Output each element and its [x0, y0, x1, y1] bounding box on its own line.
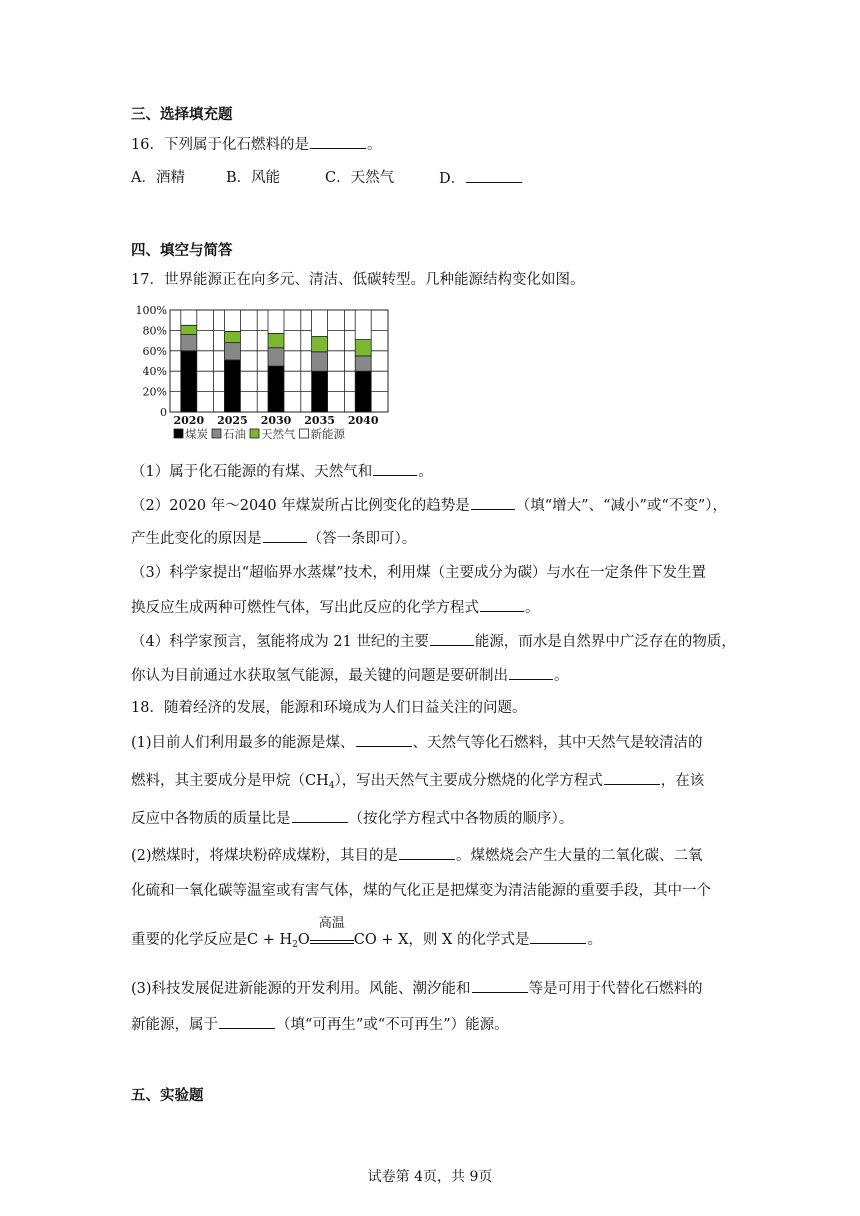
option-b: B．风能 — [226, 170, 281, 186]
bar-segment — [355, 340, 371, 356]
question-16-stem: 16．下列属于化石燃料的是 。 — [131, 134, 381, 155]
x-tick-label: 2030 — [260, 414, 292, 427]
x-tick-label: 2020 — [173, 414, 205, 427]
chart-x-ticks — [173, 414, 378, 427]
equation-right: CO + X — [353, 932, 409, 948]
bar-segment — [181, 351, 197, 412]
q18-part-2-reaction: 重要的化学反应是$C + H_2O$ 高温 CO + X，则 X 的化学式是 。 — [131, 916, 602, 950]
chart-legend — [174, 427, 345, 441]
bar-segment — [268, 310, 284, 333]
x-tick-label: 2035 — [304, 414, 335, 427]
bar-segment — [312, 337, 328, 352]
y-tick-label: 80% — [142, 324, 167, 338]
x-tick-label: 2040 — [347, 414, 379, 427]
bar-segment — [355, 356, 371, 371]
chart-y-ticks — [136, 304, 167, 419]
q17-part-2: （2）2020 年～2040 年煤炭所占比例变化的趋势是 （填“增大”、“减小”或“不变”）， — [131, 495, 727, 516]
y-tick-label: 100% — [135, 304, 167, 317]
bar-segment — [355, 371, 371, 412]
q17-part-3: （3）科学家提出“超临界水蒸煤”技术，利用煤（主要成分为碳）与水在一定条件下发生置 — [131, 565, 707, 581]
legend-label: 新能源 — [310, 427, 345, 441]
bar-segment — [268, 366, 284, 412]
q18-part-3-cont: 新能源，属于 （填“可再生”或“不可再生”）能源。 — [131, 1014, 509, 1035]
bar-segment — [268, 333, 284, 347]
q17-part-4-cont: 你认为目前通过水获取氢气能源，最关键的问题是要研制出 。 — [131, 665, 569, 686]
question-18-stem: 18．随着经济的发展，能源和环境成为人们日益关注的问题。 — [131, 700, 527, 716]
energy-structure-chart — [128, 302, 398, 444]
bar-segment — [312, 310, 328, 337]
q18-part-1-cont: 燃料，其主要成分是甲烷$(CH_4)$，写出天然气主要成分燃烧的化学方程式 ，在该 — [131, 770, 704, 796]
legend-swatch — [212, 429, 221, 438]
q18-part-3: (3)科技发展促进新能源的开发利用。风能、潮汐能和 等是可用于代替化石燃料的 — [131, 978, 703, 999]
bar-segment — [224, 360, 240, 412]
legend-label: 煤炭 — [185, 427, 208, 441]
legend-label: 天然气 — [261, 427, 296, 441]
y-tick-label: 60% — [142, 344, 167, 358]
q18-part-1-end: 反应中各物质的质量比是 （按化学方程式中各物质的顺序）。 — [131, 808, 573, 829]
legend-swatch — [250, 429, 259, 438]
q17-part-3-cont: 换反应生成两种可燃性气体，写出此反应的化学方程式 。 — [131, 597, 540, 618]
section-5-title: 五、实验题 — [131, 1087, 204, 1104]
q18-part-2-cont: 化硫和一氧化碳等温室或有害气体，煤的气化正是把煤变为清洁能源的重要手段，其中一个 — [131, 883, 711, 899]
bar-segment — [268, 348, 284, 366]
section-3-title: 三、选择填充题 — [131, 106, 233, 123]
y-tick-label: 40% — [142, 365, 167, 379]
bar-segment — [181, 325, 197, 334]
q18-part-2: (2)燃煤时，将煤块粉碎成煤粉，其目的是 。煤燃烧会产生大量的二氧化碳、二氧 — [131, 845, 703, 866]
bar-segment — [181, 334, 197, 350]
q17-part-4: （4）科学家预言，氢能将成为 21 世纪的主要 能源，而水是自然界中广泛存在的物质， — [131, 631, 736, 652]
question-17-stem: 17．世界能源正在向多元、清洁、低碳转型。几种能源结构变化如图。 — [131, 272, 585, 288]
page-footer: 试卷第 4页，共 9页 — [367, 1169, 493, 1185]
bar-segment — [224, 310, 240, 331]
bar-segment — [224, 331, 240, 342]
bar-segment — [224, 343, 240, 360]
legend-swatch — [174, 429, 183, 438]
option-a: A．酒精 — [131, 170, 185, 186]
section-4-title: 四、填空与简答 — [131, 242, 233, 259]
y-tick-label: 20% — [142, 385, 167, 399]
reaction-condition: 高温 — [310, 932, 354, 944]
bar-segment — [181, 310, 197, 325]
q17-part-1: （1）属于化石能源的有煤、天然气和 。 — [131, 461, 433, 482]
bar-segment — [312, 352, 328, 371]
bar-segment — [355, 310, 371, 340]
legend-swatch — [300, 429, 309, 438]
q17-part-2-cont: 产生此变化的原因是 （答一条即可）。 — [131, 528, 416, 549]
option-c: C．天然气 — [325, 170, 395, 186]
y-tick-label: 0 — [160, 406, 167, 419]
q18-part-1: (1)目前人们利用最多的能源是煤、 、天然气等化石燃料，其中天然气是较清洁的 — [131, 732, 703, 753]
legend-label: 石油 — [223, 427, 246, 441]
option-d: D． — [439, 168, 523, 189]
x-tick-label: 2025 — [217, 414, 248, 427]
equation-left: C + H — [247, 932, 293, 948]
bar-segment — [312, 371, 328, 412]
